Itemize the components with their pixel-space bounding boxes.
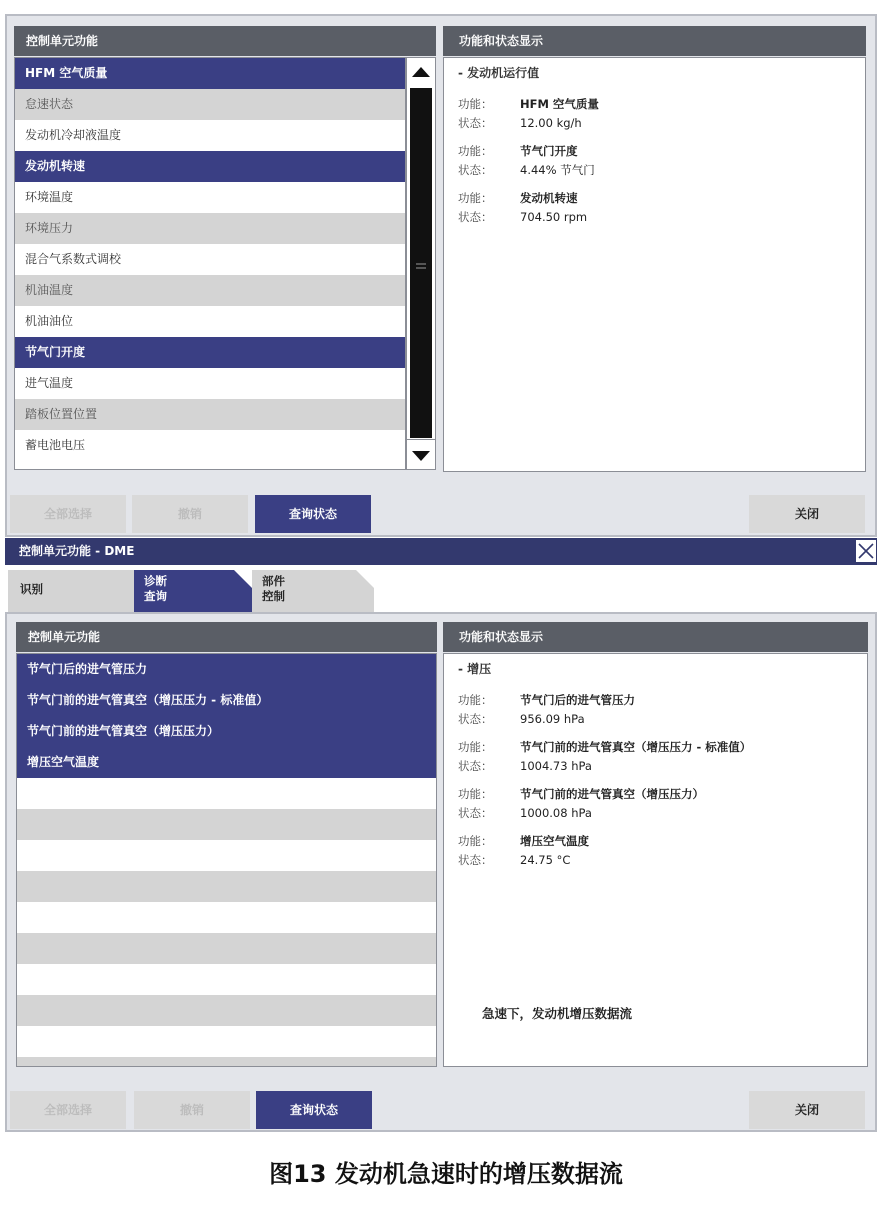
window-title: 控制单元功能 - DME [19,544,135,558]
bottom-func-row-3 [458,786,704,802]
arrow-up-icon [407,58,435,88]
list-item[interactable] [17,778,436,809]
top-list-header-gap [406,26,436,56]
function-value: 节气门前的进气管真空（增压压力） [520,787,704,801]
cancel-button[interactable]: 撤销 [132,495,248,533]
list-item[interactable]: 环境温度 [25,190,74,204]
tab-component-line1: 部件 [262,574,285,588]
function-label: 功能： [458,97,493,111]
bottom-func-row-2 [458,739,751,755]
top-state-row-3 [458,209,587,225]
top-state-row-2 [458,162,595,178]
function-value: 节气门开度 [520,144,578,158]
top-section-title: - 发动机运行值 [458,66,540,80]
list-item[interactable]: 节气门开度 [15,337,405,368]
top-display-header: 功能和状态显示 [443,26,866,56]
tab-diagnosis-query[interactable] [134,570,252,613]
list-item[interactable]: 发动机冷却液温度 [25,128,122,142]
top-func-row-2 [458,143,578,159]
function-label: 功能： [458,191,493,205]
cancel-button[interactable]: 撤销 [134,1091,250,1129]
list-item[interactable] [17,840,436,871]
scroll-up-button[interactable] [407,58,435,88]
status-value: 704.50 rpm [520,210,588,224]
list-item[interactable]: 踏板位置位置 [15,399,405,430]
close-icon [856,540,876,562]
status-value: 12.00 kg/h [520,116,582,130]
bottom-state-row-4 [458,852,570,868]
tab-identification[interactable] [8,570,134,612]
list-item[interactable]: 节气门前的进气管真空（增压压力） [17,716,436,747]
list-item[interactable]: 节气门后的进气管压力 [17,654,436,685]
top-list-header: 控制单元功能 [14,26,406,56]
tab-component-line2: 控制 [262,589,285,603]
list-item[interactable] [17,964,436,995]
tab-diagnosis-line2: 查询 [144,589,167,603]
bottom-state-row-1 [458,711,585,727]
status-label: 状态： [458,712,493,726]
scroll-grip-icon [416,263,426,269]
list-item[interactable] [17,1057,436,1067]
select-all-button[interactable]: 全部选择 [10,1091,126,1129]
bottom-state-row-2 [458,758,592,774]
list-item[interactable] [17,933,436,964]
status-label: 状态： [458,210,493,224]
window-titlebar [5,538,877,565]
function-value: 发动机转速 [520,191,578,205]
list-item[interactable]: 混合气系数式调校 [25,252,122,266]
bottom-section-title: - 增压 [458,662,492,676]
list-item[interactable]: 机油温度 [15,275,405,306]
annotation-note: 急速下，发动机增压数据流 [482,1006,633,1021]
function-label: 功能： [458,834,493,848]
list-item[interactable]: 机油油位 [25,314,74,328]
status-value: 4.44% 节气门 [520,163,595,177]
top-state-row-1 [458,115,582,131]
top-func-row-3 [458,190,578,206]
function-label: 功能： [458,740,493,754]
close-button[interactable]: 关闭 [749,1091,865,1129]
list-item[interactable] [17,809,436,840]
function-value: 节气门后的进气管压力 [520,693,635,707]
list-item[interactable] [17,902,436,933]
tab-identification-label: 识别 [20,582,43,596]
status-label: 状态： [458,853,493,867]
bottom-state-row-3 [458,805,592,821]
list-item[interactable] [17,995,436,1026]
top-status-display [443,57,866,472]
function-label: 功能： [458,693,493,707]
list-item[interactable]: 环境压力 [15,213,405,244]
figure-caption: 图13 发动机急速时的增压数据流 [269,1160,623,1188]
top-scrollbar[interactable] [406,57,436,470]
scroll-down-button[interactable] [407,439,435,469]
query-status-button[interactable]: 查询状态 [256,1091,372,1129]
list-item[interactable]: 节气门前的进气管真空（增压压力 - 标准值） [17,685,436,716]
status-value: 1004.73 hPa [520,759,592,773]
status-value: 956.09 hPa [520,712,585,726]
function-value: HFM 空气质量 [520,97,599,111]
list-item[interactable]: HFM 空气质量 [15,58,405,89]
function-value: 节气门前的进气管真空（增压压力 - 标准值） [520,740,752,754]
scroll-thumb[interactable] [410,88,432,438]
status-label: 状态： [458,759,493,773]
bottom-func-row-4 [458,833,589,849]
list-item[interactable] [17,1026,436,1057]
function-value: 增压空气温度 [520,834,589,848]
query-status-button[interactable]: 查询状态 [255,495,371,533]
top-function-list[interactable] [14,57,406,470]
close-button[interactable]: 关闭 [749,495,865,533]
bottom-function-list[interactable] [16,653,437,1067]
status-label: 状态： [458,163,493,177]
bottom-status-display [443,653,868,1067]
list-item[interactable]: 进气温度 [25,376,74,390]
arrow-down-icon [407,440,435,470]
list-item[interactable] [17,871,436,902]
top-func-row-1 [458,96,599,112]
bottom-list-header: 控制单元功能 [16,622,437,652]
list-item[interactable]: 增压空气温度 [17,747,436,778]
status-value: 1000.08 hPa [520,806,592,820]
select-all-button[interactable]: 全部选择 [10,495,126,533]
bottom-func-row-1 [458,692,635,708]
list-item[interactable]: 怠速状态 [15,89,405,120]
list-item[interactable]: 发动机转速 [15,151,405,182]
tab-diagnosis-line1: 诊断 [144,574,167,588]
tab-component-control[interactable] [252,570,374,613]
status-label: 状态： [458,806,493,820]
status-label: 状态： [458,116,493,130]
function-label: 功能： [458,144,493,158]
window-close-button[interactable] [855,539,877,563]
list-item[interactable]: 蓄电池电压 [25,438,86,452]
bottom-display-header: 功能和状态显示 [443,622,868,652]
function-label: 功能： [458,787,493,801]
status-value: 24.75 °C [520,853,571,867]
